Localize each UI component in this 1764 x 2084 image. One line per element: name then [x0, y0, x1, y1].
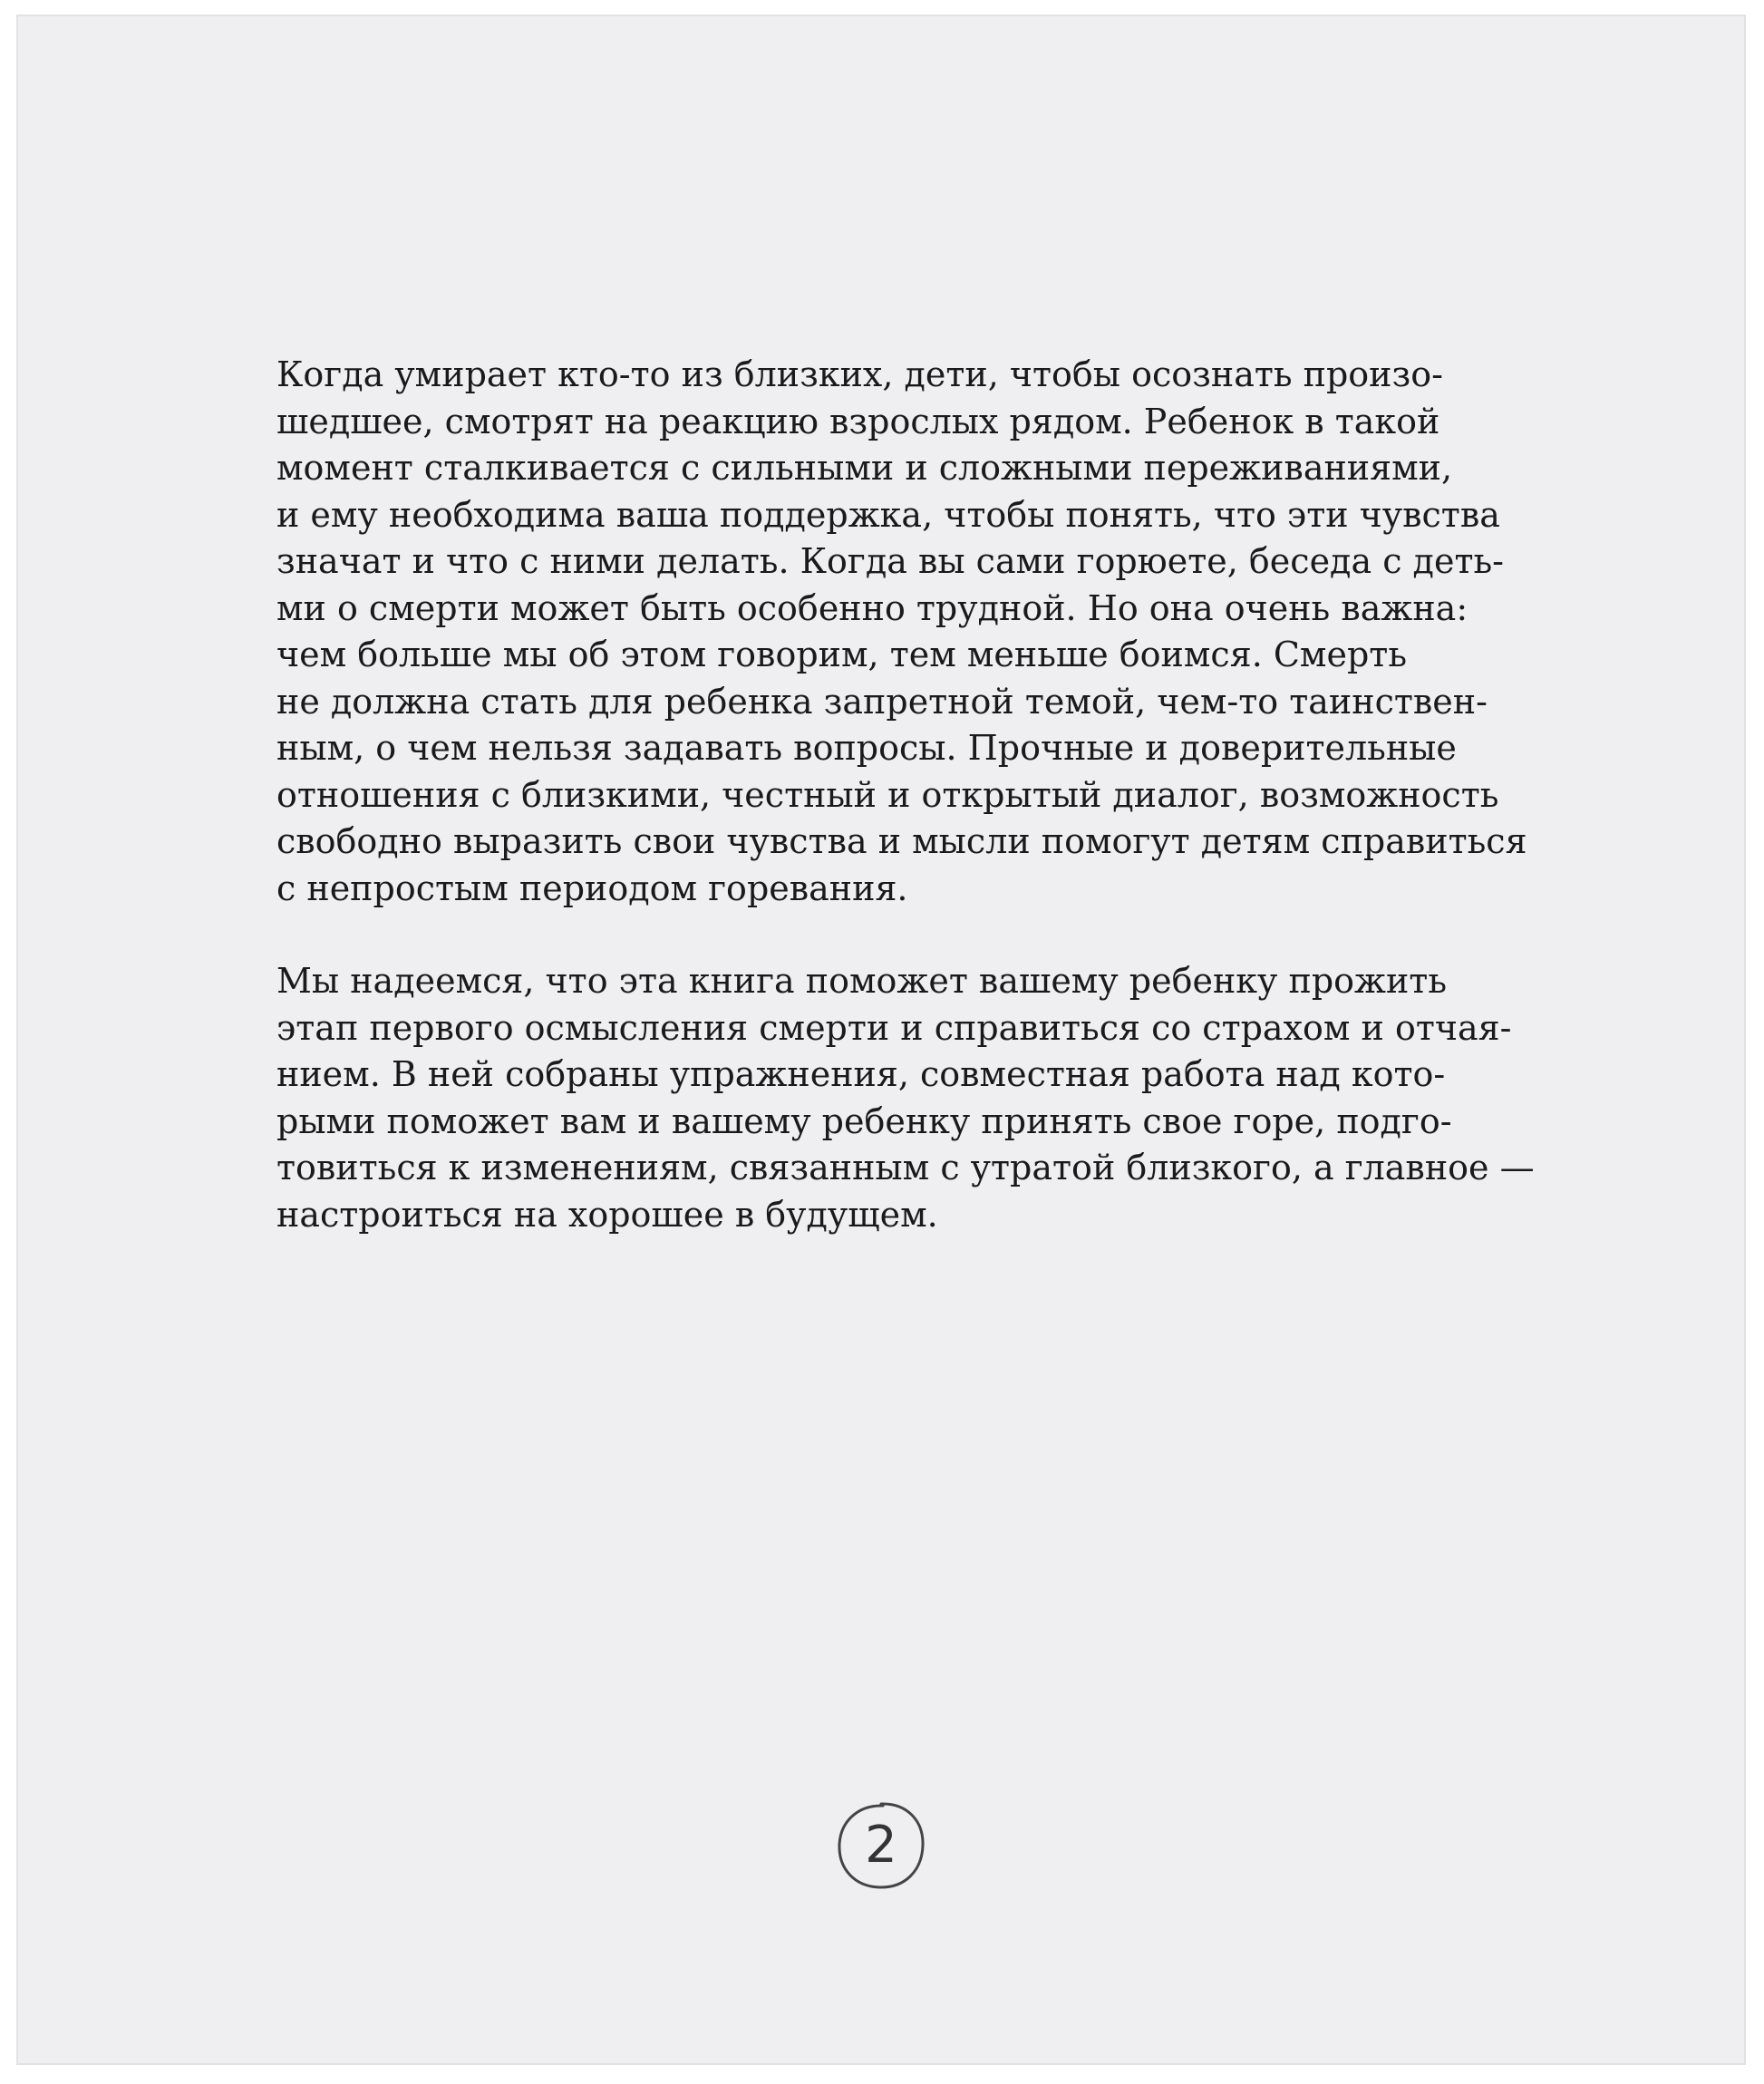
paragraph-2 — [276, 958, 1564, 1238]
text-line: отношения с близкими, честный и открытый диалог, возможность — [276, 774, 1499, 815]
text-line: настроиться на хорошее в будущем. — [276, 1194, 938, 1235]
text-line: значат и что с ними делать. Когда вы сами горюете, беседа с деть- — [276, 541, 1504, 581]
text-line: ми о смерти может быть особенно трудной. Но она очень важна: — [276, 587, 1468, 628]
text-line: чем больше мы об этом говорим, тем меньше боимся. Смерть — [276, 635, 1408, 674]
text-line: этап первого осмысления смерти и справиться со страхом и отчая- — [276, 1007, 1512, 1048]
text-line: с непростым периодом горевания. — [276, 868, 908, 908]
page-number — [834, 1798, 928, 1893]
text-line: не должна стать для ребенка запретной темой, чем-то таинствен- — [276, 681, 1488, 722]
text-line: рыми поможет вам и вашему ребенку принять свое горе, подго- — [276, 1100, 1452, 1141]
paragraph-1 — [276, 352, 1564, 912]
text-line: момент сталкивается с сильными и сложными переживаниями, — [276, 448, 1453, 488]
text-line: шедшее, смотрят на реакцию взрослых рядом. Ребенок в такой — [276, 401, 1440, 441]
body-text — [276, 352, 1564, 1238]
text-line: нием. В ней собраны упражнения, совместная работа над кото- — [276, 1054, 1446, 1094]
text-line: Когда умирает кто-то из близких, дети, чтобы осознать произо- — [276, 354, 1443, 394]
text-line: товиться к изменениям, связанным с утратой близкого, а главное — — [276, 1148, 1535, 1187]
text-line: и ему необходима ваша поддержка, чтобы понять, что эти чувства — [276, 494, 1500, 535]
text-line: ным, о чем нельзя задавать вопросы. Прочные и доверительные — [276, 728, 1457, 768]
text-line: свободно выразить свои чувства и мысли помогут детям справиться — [276, 821, 1527, 861]
page-number-label: 2 — [865, 1816, 897, 1875]
book-page — [16, 15, 1746, 2065]
text-line: Мы надеемся, что эта книга поможет вашему ребенку прожить — [276, 961, 1448, 1001]
